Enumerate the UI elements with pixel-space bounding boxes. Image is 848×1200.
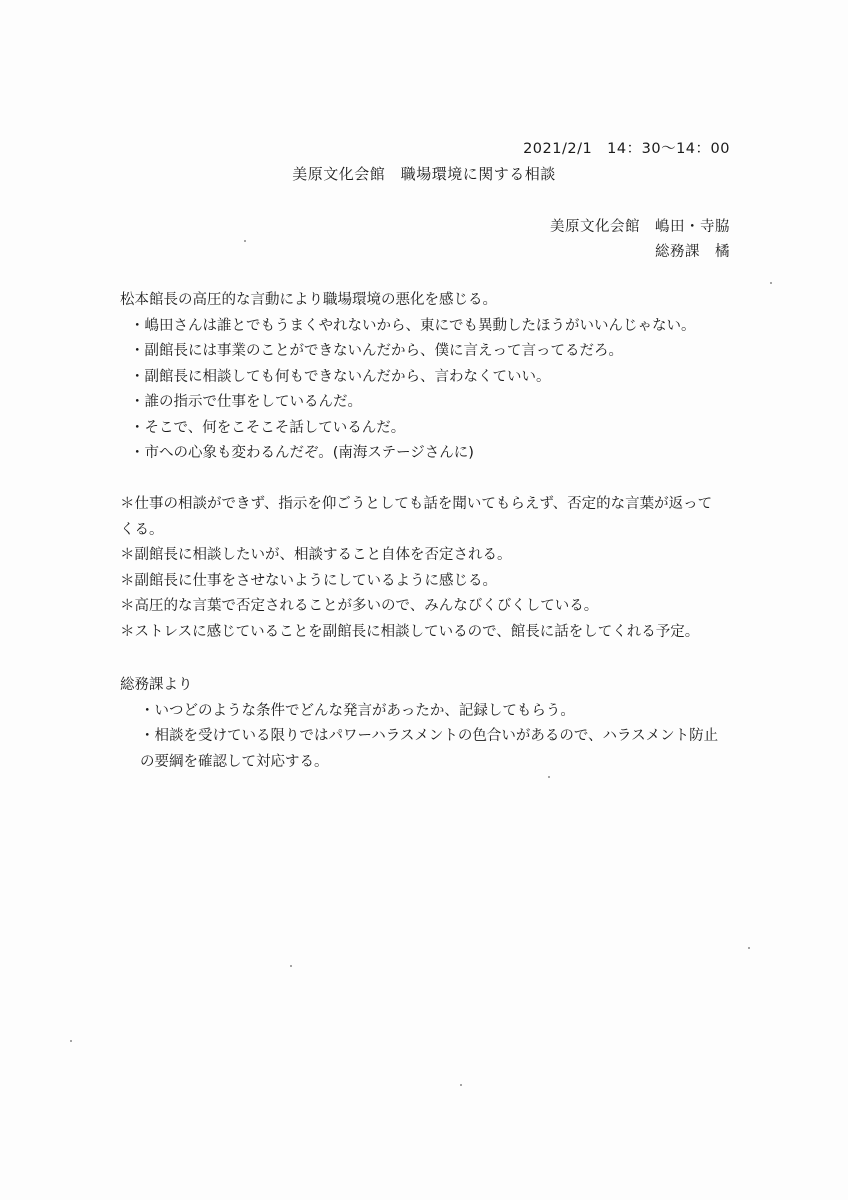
list-item: ・相談を受けている限りではパワーハラスメントの色合いがあるので、ハラスメント防止 [140,728,719,744]
department-name: 総務課 橘 [655,244,730,260]
list-item: ・誰の指示で仕事をしているんだ。 [130,394,362,410]
list-item: ＊仕事の相談ができず、指示を仰ごうとしても話を聞いてもらえず、否定的な言葉が返って [120,496,713,512]
scan-speck [748,947,750,949]
list-item: ・嶋田さんは誰とでもうまくやれないから、東にでも異動したほうがいいんじゃない。 [130,317,696,334]
list-item: ＊副館長に仕事をさせないようにしているように感じる。 [120,572,497,589]
list-item: ・副館長には事業のことができないんだから、僕に言えって言ってるだろ。 [130,343,623,359]
document-date: 2021/2/1 14：30〜14：00 [523,141,730,157]
organization-names: 美原文化会館 嶋田・寺脇 [550,219,730,235]
section-heading: 松本館長の高圧的な言動により職場環境の悪化を感じる。 [120,292,497,308]
scan-speck [548,776,550,778]
section-response [120,673,740,775]
document-title: 美原文化会館 職場環境に関する相談 [292,165,556,183]
list-item: ＊ストレスに感じていることを副館長に相談しているので、館長に話をしてくれる予定。 [120,623,700,640]
section-heading: 総務課より [120,677,193,693]
section-notes [120,492,740,645]
list-item: ・いつどのような条件でどんな発言があったか、記録してもらう。 [140,702,575,719]
scan-speck [460,1084,462,1086]
scan-speck [290,965,292,967]
scan-speck [770,282,772,284]
scan-speck [70,1040,72,1042]
list-item: ・副館長に相談しても何もできないんだから、言わなくていい。 [130,368,551,385]
scan-speck [244,240,246,242]
list-item: ・そこで、何をこそこそ話しているんだ。 [130,419,406,436]
list-item-continuation: くる。 [120,521,164,538]
list-item: ＊副館長に相談したいが、相談すること自体を否定される。 [120,547,512,563]
list-item: ・市への心象も変わるんだぞ。(南海ステージさんに) [130,445,474,461]
section-complaint [120,288,740,467]
list-item: ＊高圧的な言葉で否定されることが多いので、みんなびくびくしている。 [120,598,599,614]
list-item-continuation: の要綱を確認して対応する。 [140,753,329,770]
